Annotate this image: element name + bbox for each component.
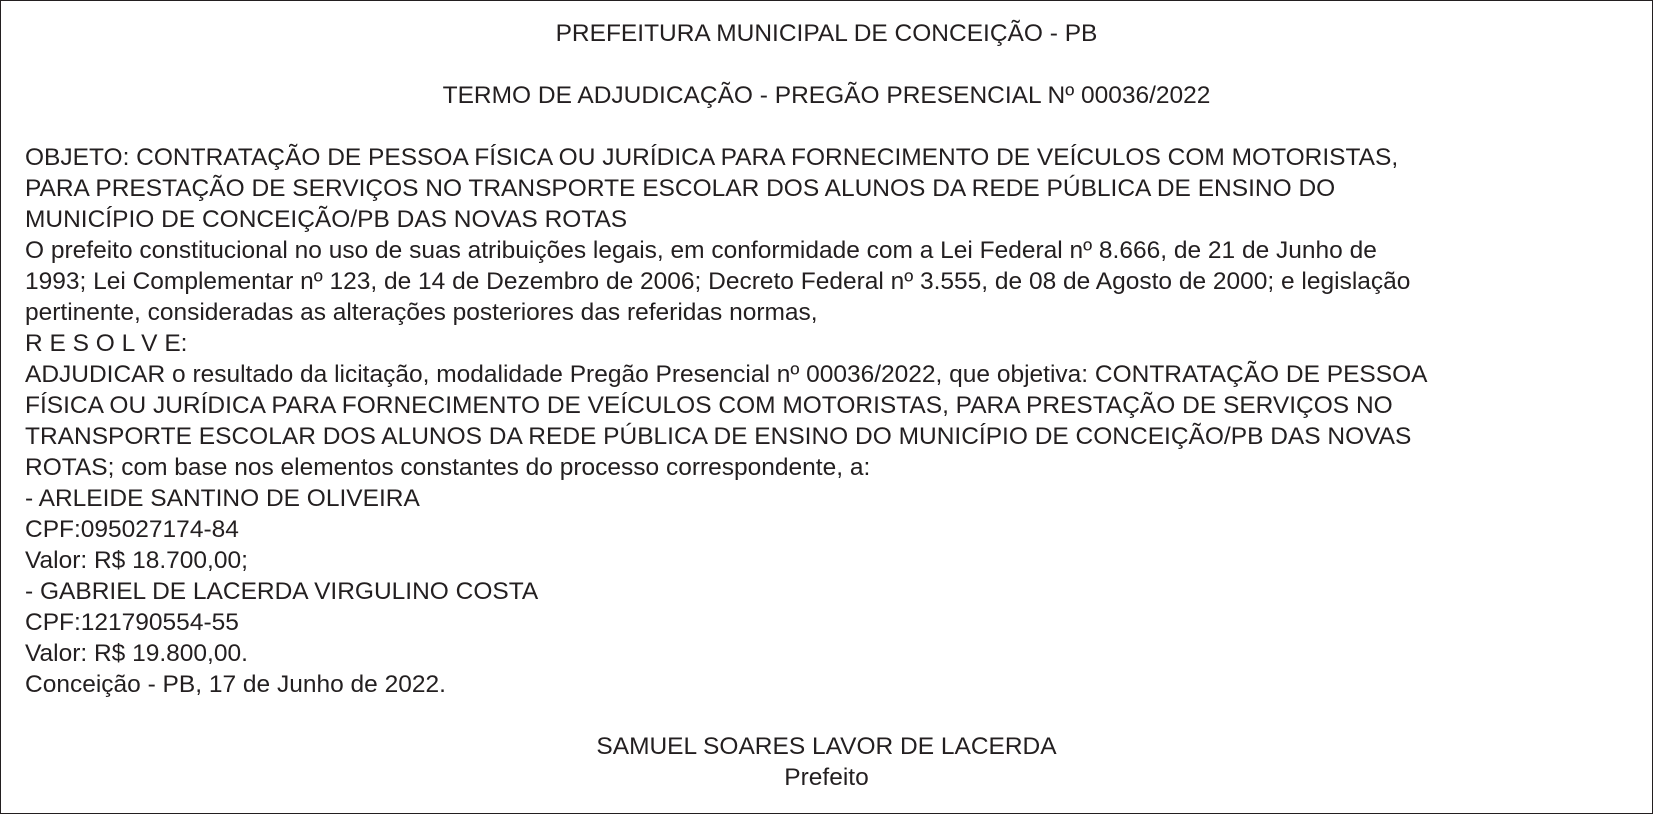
adjudicar-line: FÍSICA OU JURÍDICA PARA FORNECIMENTO DE VEÍCULOS COM MOTORISTAS, PARA PRESTAÇÃO DE SERVIÇOS NO: [25, 392, 1393, 419]
organization-heading: PREFEITURA MUNICIPAL DE CONCEIÇÃO - PB: [555, 20, 1098, 47]
resolve-heading: R E S O L V E:: [25, 330, 188, 357]
preamble-line: O prefeito constitucional no uso de suas atribuições legais, em conformidade com a Lei Federal nº 8.666, de 21 de Junho de: [25, 237, 1377, 264]
preamble-line: pertinente, consideradas as alterações posteriores das referidas normas,: [25, 299, 818, 326]
adjudicar-line: ROTAS; com base nos elementos constantes do processo correspondente, a:: [25, 454, 871, 481]
signatory-role: Prefeito: [784, 764, 869, 791]
awardee-name: - GABRIEL DE LACERDA VIRGULINO COSTA: [25, 578, 539, 605]
adjudicar-line: ADJUDICAR o resultado da licitação, modalidade Pregão Presencial nº 00036/2022, que objetiva: CONTRATAÇÃO DE PESSOA: [25, 361, 1428, 388]
awardee-value: Valor: R$ 18.700,00;: [25, 547, 248, 574]
awardee-cpf: CPF:095027174-84: [25, 516, 239, 543]
objeto-line: OBJETO: CONTRATAÇÃO DE PESSOA FÍSICA OU JURÍDICA PARA FORNECIMENTO DE VEÍCULOS COM MOTORISTAS,: [25, 144, 1399, 171]
awardee-value: Valor: R$ 19.800,00.: [25, 640, 248, 667]
objeto-line: MUNICÍPIO DE CONCEIÇÃO/PB DAS NOVAS ROTAS: [25, 206, 628, 233]
document-title: TERMO DE ADJUDICAÇÃO - PREGÃO PRESENCIAL Nº 00036/2022: [442, 82, 1211, 109]
awardee-name: - ARLEIDE SANTINO DE OLIVEIRA: [25, 485, 420, 512]
signatory-name: SAMUEL SOARES LAVOR DE LACERDA: [596, 733, 1057, 760]
objeto-line: PARA PRESTAÇÃO DE SERVIÇOS NO TRANSPORTE ESCOLAR DOS ALUNOS DA REDE PÚBLICA DE ENSINO DO: [25, 175, 1336, 202]
place-date: Conceição - PB, 17 de Junho de 2022.: [25, 671, 446, 698]
adjudicar-line: TRANSPORTE ESCOLAR DOS ALUNOS DA REDE PÚBLICA DE ENSINO DO MUNICÍPIO DE CONCEIÇÃO/PB DAS NOVAS: [25, 423, 1412, 450]
awardee-cpf: CPF:121790554-55: [25, 609, 239, 636]
preamble-line: 1993; Lei Complementar nº 123, de 14 de Dezembro de 2006; Decreto Federal nº 3.555, de 08 de Agosto de 2000; e legislação: [25, 268, 1411, 295]
